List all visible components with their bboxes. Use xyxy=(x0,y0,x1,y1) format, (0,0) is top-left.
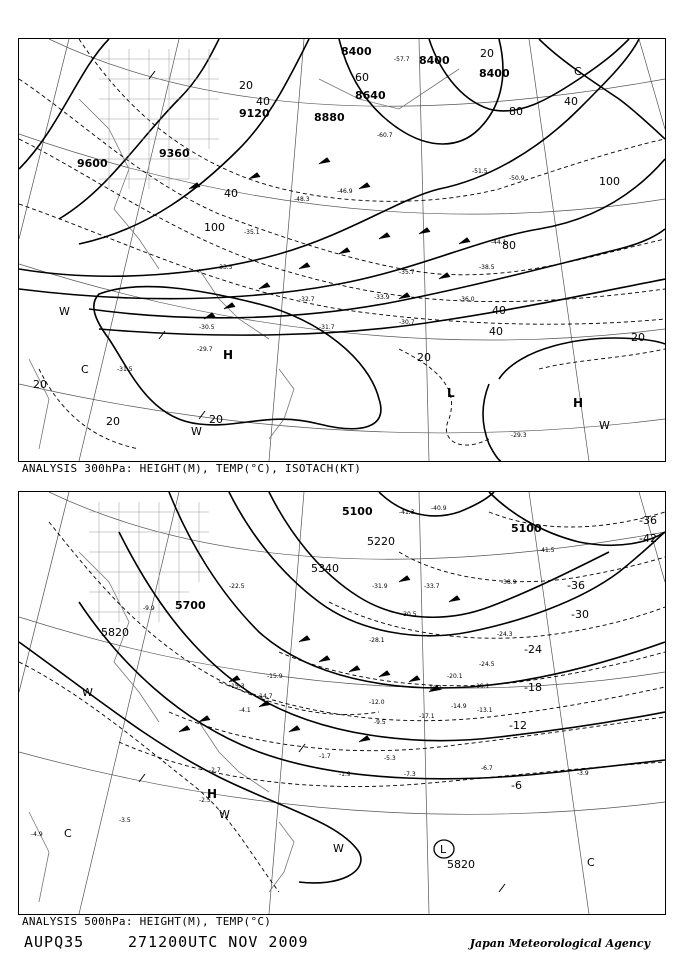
map-500hpa-canvas xyxy=(19,492,665,914)
isotach-label: 100 xyxy=(599,175,620,188)
temp-contour-label: -12 xyxy=(509,719,527,732)
caption-300hpa: ANALYSIS 300hPa: HEIGHT(M), TEMP(°C), ISOTACH(KT) xyxy=(22,462,362,475)
height-label: 9360 xyxy=(159,147,190,160)
isotach-label: 100 xyxy=(204,221,225,234)
temp-value: -29.7 xyxy=(197,346,213,353)
cold-mark: C xyxy=(81,363,89,376)
isotach-label: 80 xyxy=(502,239,516,252)
temp-value: -29.3 xyxy=(511,432,527,439)
temp-value: -9.9 xyxy=(143,605,155,612)
isotach-label: 20 xyxy=(417,351,431,364)
temp-value: -15.3 xyxy=(229,683,245,690)
warm-mark: W xyxy=(599,419,610,432)
temp-contour-label: -18 xyxy=(524,681,542,694)
temp-value: -28.1 xyxy=(369,637,385,644)
temp-value: -20.1 xyxy=(447,673,463,680)
temp-value: -33.9 xyxy=(374,294,390,301)
temp-value: -30.5 xyxy=(199,324,215,331)
temp-value: -48.3 xyxy=(294,196,310,203)
temp-value: -13.1 xyxy=(477,707,493,714)
temp-value: -14.9 xyxy=(451,703,467,710)
temp-value: -40.9 xyxy=(431,505,447,512)
temp-value: -17.1 xyxy=(419,713,435,720)
temp-value: -50.9 xyxy=(509,175,525,182)
temp-contour-label: -6 xyxy=(511,779,522,792)
temp-value: -2.7 xyxy=(209,767,221,774)
height-label: 5100 xyxy=(511,522,542,535)
low-center: L xyxy=(440,843,447,856)
cold-center: C xyxy=(64,827,72,840)
contour-east-south xyxy=(483,384,501,461)
height-label: 8400 xyxy=(419,54,450,67)
temp-value: -38.9 xyxy=(501,579,517,586)
temp-contour-label: -30 xyxy=(571,608,589,621)
temp-value: -1.9 xyxy=(339,771,351,778)
temp-value: -31.5 xyxy=(117,366,133,373)
warm-mark: W xyxy=(191,425,202,438)
temp-value: -31.9 xyxy=(372,583,388,590)
isotach-label: 20 xyxy=(33,378,47,391)
temp-contour-label: -24 xyxy=(524,643,542,656)
warm-mark: W xyxy=(333,842,344,855)
temp-value: -22.5 xyxy=(229,583,245,590)
height-label: 9120 xyxy=(239,107,270,120)
temp-value: -2.5 xyxy=(199,797,211,804)
height-contours xyxy=(19,492,665,883)
temp-value: -60.7 xyxy=(377,132,393,139)
cold-center: C xyxy=(574,65,582,78)
isotach-label: 60 xyxy=(355,71,369,84)
isotach-label: 40 xyxy=(489,325,503,338)
height-label: 5100 xyxy=(342,505,373,518)
isotach-label: 40 xyxy=(492,304,506,317)
wind-barbs xyxy=(139,576,505,892)
cold-center: C xyxy=(587,856,595,869)
temp-value: -33.7 xyxy=(424,583,440,590)
warm-mark: W xyxy=(59,305,70,318)
temp-contour-label: -36 xyxy=(639,514,657,527)
temp-value: -15.9 xyxy=(267,673,283,680)
isotach-label: 20 xyxy=(209,413,223,426)
pressure-centers xyxy=(223,65,583,410)
temp-value: -30.5 xyxy=(401,611,417,618)
temp-value: -35.1 xyxy=(244,229,260,236)
temp-value: -31.7 xyxy=(319,324,335,331)
height-labels xyxy=(77,45,510,170)
temp-value: -35.7 xyxy=(399,269,415,276)
temp-value: -6.7 xyxy=(481,765,493,772)
temp-value: -24.3 xyxy=(497,631,513,638)
caption-500hpa: ANALYSIS 500hPa: HEIGHT(M), TEMP(°C) xyxy=(22,915,272,928)
temp-value: -3.5 xyxy=(119,817,131,824)
contour-east xyxy=(499,338,665,379)
high-center: H xyxy=(223,348,234,362)
height-label: 9600 xyxy=(77,157,108,170)
height-label: 8880 xyxy=(314,111,345,124)
temp-value: -44.1 xyxy=(491,239,507,246)
high-center: H xyxy=(573,396,584,410)
high-center: H xyxy=(207,787,218,801)
isotach-label: 20 xyxy=(239,79,253,92)
temp-contour-label: -36 xyxy=(567,579,585,592)
temp-value: -4.1 xyxy=(239,707,251,714)
temp-value: -12.0 xyxy=(369,699,385,706)
isotach-label: 20 xyxy=(106,415,120,428)
temp-value: -5.3 xyxy=(384,755,396,762)
isotach-label: 40 xyxy=(224,187,238,200)
map-300hpa xyxy=(18,38,666,462)
height-label: 5820 xyxy=(447,858,475,871)
height-label: 5340 xyxy=(311,562,339,575)
temp-value: -33.5 xyxy=(217,264,233,271)
isotach-label: 40 xyxy=(256,95,270,108)
temp-value: -30.7 xyxy=(399,319,415,326)
temp-value: -46.9 xyxy=(337,188,353,195)
temp-contour-label: -42 xyxy=(639,532,657,545)
isotach-label: 80 xyxy=(509,105,523,118)
temp-value: -18.1 xyxy=(427,685,443,692)
height-label: 8400 xyxy=(341,45,372,58)
height-label: 8400 xyxy=(479,67,510,80)
temp-value: -9.5 xyxy=(374,719,386,726)
temp-value: -36.0 xyxy=(459,296,475,303)
map-500hpa xyxy=(18,491,666,915)
temp-value: -1.7 xyxy=(319,753,331,760)
height-label: 5220 xyxy=(367,535,395,548)
temp-value: -41.3 xyxy=(399,509,415,516)
low-center: L xyxy=(447,386,455,400)
height-label: 8640 xyxy=(355,89,386,102)
agency-name: Japan Meteorological Agency xyxy=(469,937,650,950)
temp-value: -38.5 xyxy=(479,264,495,271)
temp-value: -51.5 xyxy=(472,168,488,175)
isotach-label: 40 xyxy=(564,95,578,108)
bulletin-code: AUPQ35 xyxy=(24,933,85,951)
height-label: 5700 xyxy=(175,599,206,612)
temp-value: -3.9 xyxy=(577,770,589,777)
temp-value: -41.5 xyxy=(539,547,555,554)
isotach-label: 20 xyxy=(480,47,494,60)
temp-value: -7.3 xyxy=(404,771,416,778)
warm-mark: W xyxy=(219,808,230,821)
height-label: 5820 xyxy=(101,626,129,639)
warm-mark: W xyxy=(82,686,93,699)
temp-value: -19.1 xyxy=(474,683,490,690)
map-300hpa-canvas xyxy=(19,39,665,461)
isotach-label: 20 xyxy=(631,331,645,344)
temp-value: -24.5 xyxy=(479,661,495,668)
valid-time: 271200UTC NOV 2009 xyxy=(128,933,309,951)
temp-value: -14.7 xyxy=(257,693,273,700)
temp-value: -57.7 xyxy=(394,56,410,63)
temp-value: -32.7 xyxy=(299,296,315,303)
temp-value: -4.9 xyxy=(31,831,43,838)
